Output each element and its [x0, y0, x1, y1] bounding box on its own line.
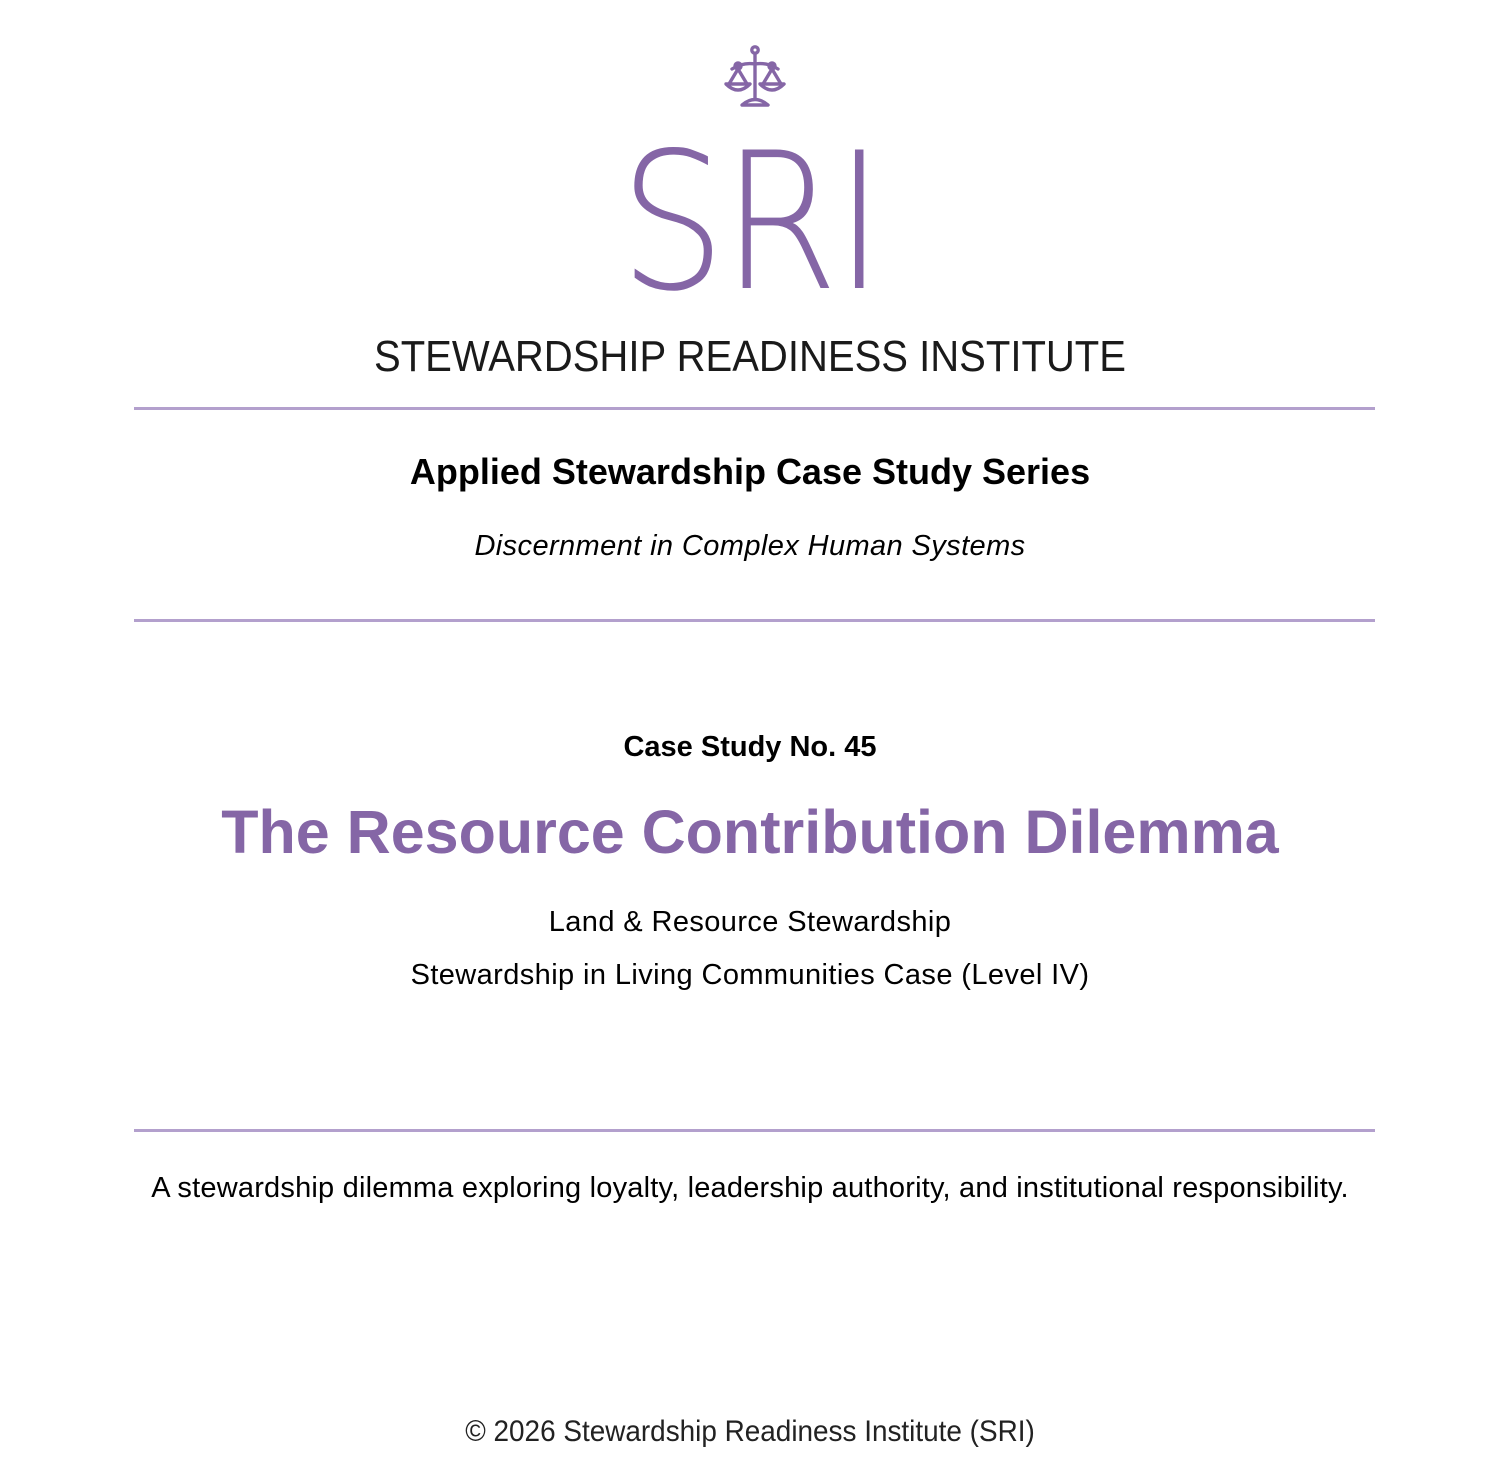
scales-of-justice-icon	[722, 44, 788, 110]
divider-bottom	[134, 1129, 1375, 1132]
case-summary: A stewardship dilemma exploring loyalty, leadership authority, and institutional responsibility.	[151, 1172, 1349, 1204]
institute-name: STEWARDSHIP READINESS INSTITUTE	[374, 332, 1126, 381]
case-level: Stewardship in Living Communities Case (Level IV)	[410, 959, 1090, 991]
copyright-notice: © 2026 Stewardship Readiness Institute (SRI)	[465, 1415, 1035, 1448]
divider-middle	[134, 619, 1375, 622]
case-domain: Land & Resource Stewardship	[548, 906, 952, 938]
divider-top	[134, 407, 1375, 410]
sri-logo-wordmark: SRI	[619, 112, 881, 333]
case-study-number: Case Study No. 45	[623, 731, 877, 763]
series-subtitle: Discernment in Complex Human Systems	[474, 530, 1026, 562]
case-study-title: The Resource Contribution Dilemma	[221, 798, 1279, 866]
series-title: Applied Stewardship Case Study Series	[409, 451, 1091, 492]
